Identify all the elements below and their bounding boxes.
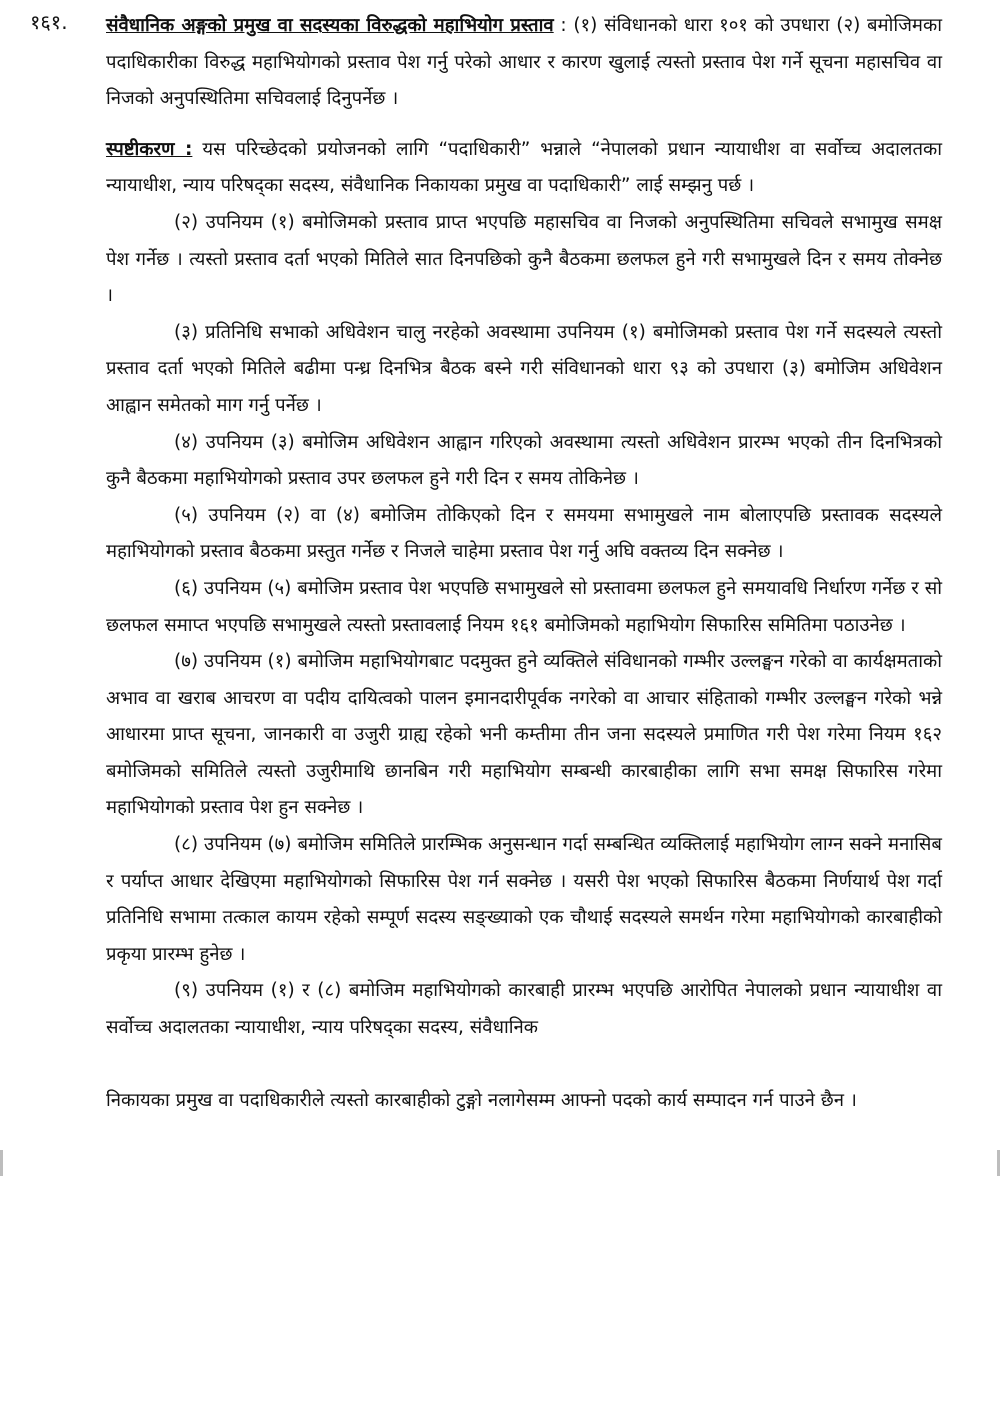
explanation-paragraph [106, 132, 942, 205]
subrule-1-text: (१) संविधानको धारा १०१ को उपधारा (२) बमोजिमका पदाधिकारीका विरुद्ध महाभियोगको प्रस्ताव पेश गर्नु परेको आधार र कारण खुलाई त्यस्तो प्रस्ताव पेश गर्ने सूचना महासचिव वा निजको अनुपस्थितिमा सचिवलाई दिनुपर्नेछ । [106, 15, 942, 110]
subrule-7: (७) उपनियम (१) बमोजिम महाभियोगबाट पदमुक्त हुने व्यक्तिले संविधानको गम्भीर उल्लङ्घन गरेको वा कार्यक्षमताको अभाव वा खराब आचरण वा पदीय दायित्वको पालन इमानदारीपूर्वक नगरेको वा आचार संहिताको गम्भीर उल्लङ्घन गरेको भन्ने आधारमा प्राप्त सूचना, जानकारी वा उजुरी ग्राह्य रहेको भनी कम्तीमा तीन जना सदस्यले प्रमाणित गरी पेश गरेमा नियम १६२ बमोजिमको समितिले त्यस्तो उजुरीमाथि छानबिन गरी महाभियोग सम्बन्धी कारबाहीका लागि सभा समक्ष सिफारिस गरेमा महाभियोगको प्रस्ताव पेश हुन सक्नेछ । [106, 651, 942, 819]
explanation-label: स्पष्टीकरण : [106, 138, 193, 160]
subrule-2: (२) उपनियम (१) बमोजिमको प्रस्ताव प्राप्त भएपछि महासचिव वा निजको अनुपस्थितिमा सचिवले सभामुख समक्ष पेश गर्नेछ । त्यस्तो प्रस्ताव दर्ता भएको मितिले सात दिनपछिको कुनै बैठकमा छलफल हुने गरी सभामुखले दिन र समय तोक्नेछ । [106, 211, 942, 307]
subrule-3: (३) प्रतिनिधि सभाको अधिवेशन चालु नरहेको अवस्थामा उपनियम (१) बमोजिमको प्रस्ताव पेश गर्ने सदस्यले त्यस्तो प्रस्ताव दर्ता भएको मितिले बढीमा पन्ध्र दिनभित्र बैठक बस्ने गरी संविधानको धारा ९३ को उपधारा (३) बमोजिम अधिवेशन आह्वान समेतको माग गर्नु पर्नेछ । [106, 321, 942, 416]
page-break-gap [106, 1047, 942, 1083]
subrule-5: (५) उपनियम (२) वा (४) बमोजिम तोकिएको दिन र समयमा सभामुखले नाम बोलाएपछि प्रस्तावक सदस्यले महाभियोगको प्रस्ताव बैठकमा प्रस्तुत गर्नेछ र निजले चाहेमा प्रस्ताव पेश गर्नु अघि वक्तव्य दिन सक्नेछ । [106, 504, 942, 563]
rule-title: संवैधानिक अङ्गको प्रमुख वा सदस्यका विरुद्धको महाभियोग प्रस्ताव [106, 15, 554, 36]
rule-number: १६१. [30, 10, 68, 34]
explanation-text: यस परिच्छेदको प्रयोजनको लागि “पदाधिकारी” भन्नाले “नेपालको प्रधान न्यायाधीश वा सर्वोच्च अदालतका न्यायाधीश, न्याय परिषद्का सदस्य, संवैधानिक निकायका प्रमुख वा पदाधिकारी” लाई सम्झनु पर्छ । [106, 138, 942, 197]
subrule-9: (९) उपनियम (१) र (८) बमोजिम महाभियोगको कारबाही प्रारम्भ भएपछि आरोपित नेपालको प्रधान न्यायाधीश वा सर्वोच्च अदालतका न्यायाधीश, न्याय परिषद्का सदस्य, संवैधानिक [106, 980, 942, 1039]
rule-intro-paragraph [106, 8, 942, 118]
subrule-4: (४) उपनियम (३) बमोजिम अधिवेशन आह्वान गरिएको अवस्थामा त्यस्तो अधिवेशन प्रारम्भ भएको तीन दिनभित्रको कुनै बैठकमा महाभियोगको प्रस्ताव उपर छलफल हुने गरी दिन र समय तोकिनेछ । [106, 431, 942, 490]
continuation-paragraph: निकायका प्रमुख वा पदाधिकारीले त्यस्तो कारबाहीको टुङ्गो नलागेसम्म आफ्नो पदको कार्य सम्पादन गर्न पाउने छैन । [106, 1089, 857, 1111]
subrule-8: (८) उपनियम (७) बमोजिम समितिले प्रारम्भिक अनुसन्धान गर्दा सम्बन्धित व्यक्तिलाई महाभियोग लाग्न सक्ने मनासिब र पर्याप्त आधार देखिएमा महाभियोगको सिफारिस पेश गर्न सक्नेछ । यसरी पेश भएको सिफारिस बैठकमा निर्णयार्थ पेश गर्दा प्रतिनिधि सभामा तत्काल कायम रहेको सम्पूर्ण सदस्य सङ्ख्याको एक चौथाई सदस्यले समर्थन गरेमा महाभियोगको कारबाहीको प्रकृया प्रारम्भ हुनेछ । [106, 834, 942, 965]
rule-title-colon: : [553, 15, 574, 36]
rule-body [106, 8, 942, 1119]
paragraph-gap [106, 118, 942, 132]
scan-edge-mark-left [0, 1150, 3, 1176]
subrule-6: (६) उपनियम (५) बमोजिम प्रस्ताव पेश भएपछि सभामुखले सो प्रस्तावमा छलफल हुने समयावधि निर्धारण गर्नेछ र सो छलफल समाप्त भएपछि सभामुखले त्यस्तो प्रस्तावलाई नियम १६१ बमोजिमको महाभियोग सिफारिस समितिमा पठाउनेछ । [106, 577, 942, 636]
